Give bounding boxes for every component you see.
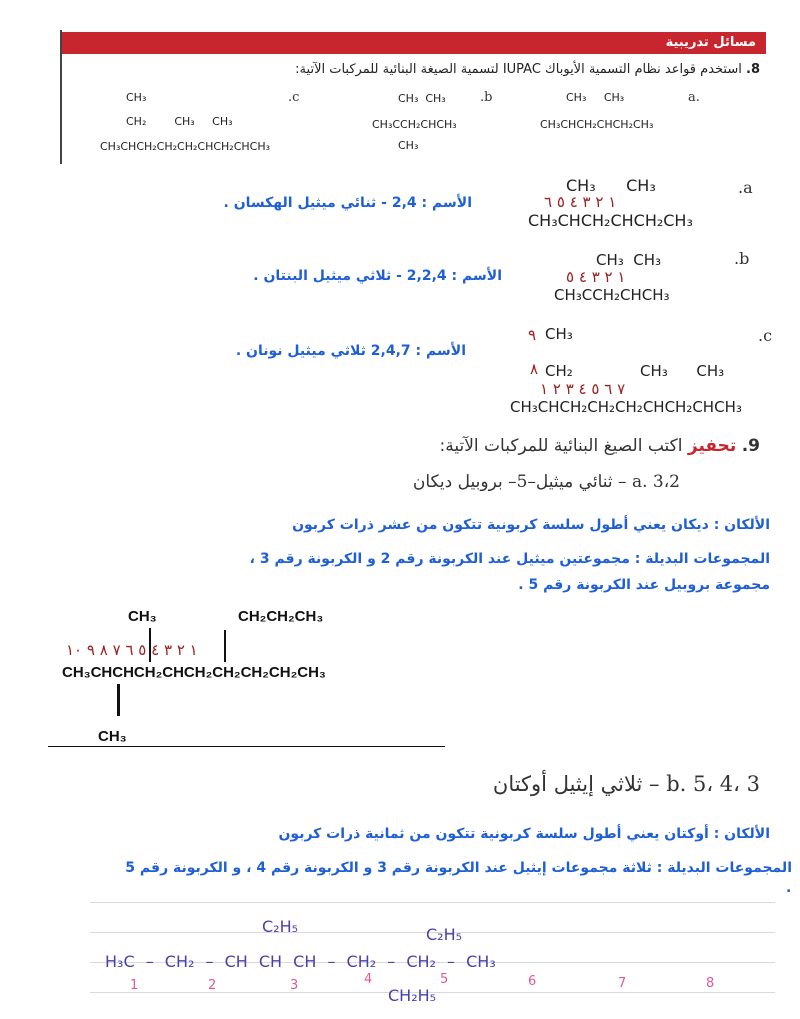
- q9-b-main: H₃C – CH₂ – CH CH CH – CH₂ – CH₂ – CH₃: [105, 952, 496, 971]
- q8-c-main: CH₃CHCH₂CH₂CH₂CHCH₂CHCH₃: [100, 140, 271, 153]
- q9-a-alkane: الألكان : ديكان يعني أطول سلسة كربونية تتكون من عشر ذرات كربون: [292, 517, 770, 533]
- q9-b-num-3: 3: [290, 978, 299, 993]
- ans-c-num8: ٨: [530, 360, 539, 378]
- q9-b-top1: C₂H₅: [262, 917, 299, 936]
- q9-a-label: a. 3،2 – ثنائي ميثيل–5– بروبيل ديكان: [412, 472, 680, 492]
- q8-b-bottom: CH₃: [398, 139, 419, 152]
- q9-b-label: b. 5، 4، 3 – ثلاثي إيثيل أوكتان: [492, 772, 760, 796]
- ans-b-letter: .b: [734, 249, 750, 268]
- ans-a-top: CH₃ CH₃: [566, 176, 656, 195]
- q9-a-underline: [48, 746, 445, 747]
- q9-b-groups1: المجموعات البديلة : ثلاثة مجموعات إيثيل عند الكربونة رقم 3 و الكربونة رقم 4 ، و الكربونة رقم 5: [125, 860, 792, 876]
- ans-c-top1: CH₃: [545, 325, 573, 343]
- ans-c-name: الأسم : 2,4,7 ثلاثي ميثيل نونان .: [235, 343, 466, 359]
- q9-a-bond-down: [117, 684, 120, 716]
- page-margin-rule: [60, 30, 62, 164]
- q9-a-bond-up-right: [224, 630, 226, 662]
- q9-a-groups2: مجموعة بروبيل عند الكربونة رقم 5 .: [518, 577, 770, 593]
- ans-c-main: CH₃CHCH₂CH₂CH₂CHCH₂CHCH₃: [510, 398, 742, 416]
- q9-b-alkane: الألكان : أوكتان يعني أطول سلسة كربونية تتكون من ثمانية ذرات كربون: [278, 826, 770, 842]
- ans-a-numbering: ١ ٢ ٣ ٤ ٥ ٦: [544, 193, 617, 211]
- q8-c-top1: CH₃: [126, 91, 147, 104]
- q8-a-main: CH₃CHCH₂CHCH₂CH₃: [540, 118, 654, 131]
- q9-a-top-right: CH₂CH₂CH₃: [238, 608, 324, 625]
- question-9-text: اكتب الصيغ البنائية للمركبات الآتية:: [439, 436, 683, 456]
- notebook-line: [90, 902, 775, 903]
- question-9-prompt: [440, 436, 760, 456]
- ans-c-numbering: ٧ ٦ ٥ ٤ ٣ ٢ ١: [540, 380, 626, 398]
- q8-b-letter: .b: [480, 90, 493, 105]
- q8-a-letter: a.: [688, 90, 700, 105]
- ans-a-main: CH₃CHCH₂CHCH₂CH₃: [528, 211, 693, 230]
- ans-b-name: الأسم : 2,2,4 - ثلاثي ميثيل البنتان .: [253, 268, 502, 284]
- q8-b-main: CH₃CCH₂CHCH₃: [372, 118, 457, 131]
- ans-c-top2: CH₂: [545, 362, 573, 380]
- q9-b-groups2: .: [786, 880, 792, 896]
- q9-a-numbering: ١ ٢ ٣ ٤ ٥ ٦ ٧ ٨ ٩ ١٠: [66, 641, 198, 659]
- q9-b-num-1: 1: [130, 978, 139, 993]
- ans-c-letter: .c: [758, 326, 773, 345]
- question-9-number: 9.: [741, 436, 760, 456]
- q9-b-num-8: 8: [706, 976, 715, 991]
- q9-b-num-2: 2: [208, 978, 217, 993]
- question-8-prompt: [295, 62, 760, 77]
- q8-c-letter: .c: [288, 90, 300, 105]
- q8-a-top: CH₃ CH₃: [566, 91, 625, 104]
- q9-b-num-4: 4: [364, 972, 373, 987]
- q9-b-num-7: 7: [618, 976, 627, 991]
- ans-a-letter: .a: [738, 178, 753, 197]
- q9-b-num-6: 6: [528, 974, 537, 989]
- q9-b-top2: C₂H₅: [426, 925, 463, 944]
- ans-a-name: الأسم : 2,4 - ثنائي ميثيل الهكسان .: [223, 195, 472, 211]
- ans-b-main: CH₃CCH₂CHCH₃: [554, 286, 670, 304]
- ans-b-top: CH₃ CH₃: [596, 251, 662, 269]
- q9-b-num-5: 5: [440, 972, 449, 987]
- q9-a-main: CH₃CHCHCH₂CHCH₂CH₂CH₂CH₂CH₃: [62, 664, 326, 681]
- q9-a-bottom: CH₃: [98, 728, 127, 745]
- ans-c-num9: ٩: [528, 326, 537, 344]
- q9-a-top-left: CH₃: [128, 608, 157, 625]
- q9-b-bottom: CH₂H₅: [388, 986, 437, 1005]
- question-8-text: استخدم قواعد نظام التسمية الأيوباك IUPAC لتسمية الصيغة البنائية للمركبات الآتية:: [295, 62, 742, 77]
- section-banner: [62, 32, 766, 54]
- q8-c-top2: CH₂ CH₃ CH₃: [126, 115, 233, 128]
- q9-a-groups1: المجموعات البديلة : مجموعتين ميثيل عند الكربونة رقم 2 و الكربونة رقم 3 ،: [249, 551, 770, 567]
- question-9-tahfiz: تحفيز: [687, 436, 737, 456]
- q8-b-top: CH₃ CH₃: [398, 92, 446, 105]
- ans-b-numbering: ١ ٢ ٣ ٤ ٥: [566, 268, 626, 286]
- question-8-number: 8.: [746, 62, 760, 77]
- ans-c-top3: CH₃ CH₃: [640, 362, 725, 380]
- section-title: مسائل تدريبية: [665, 35, 756, 50]
